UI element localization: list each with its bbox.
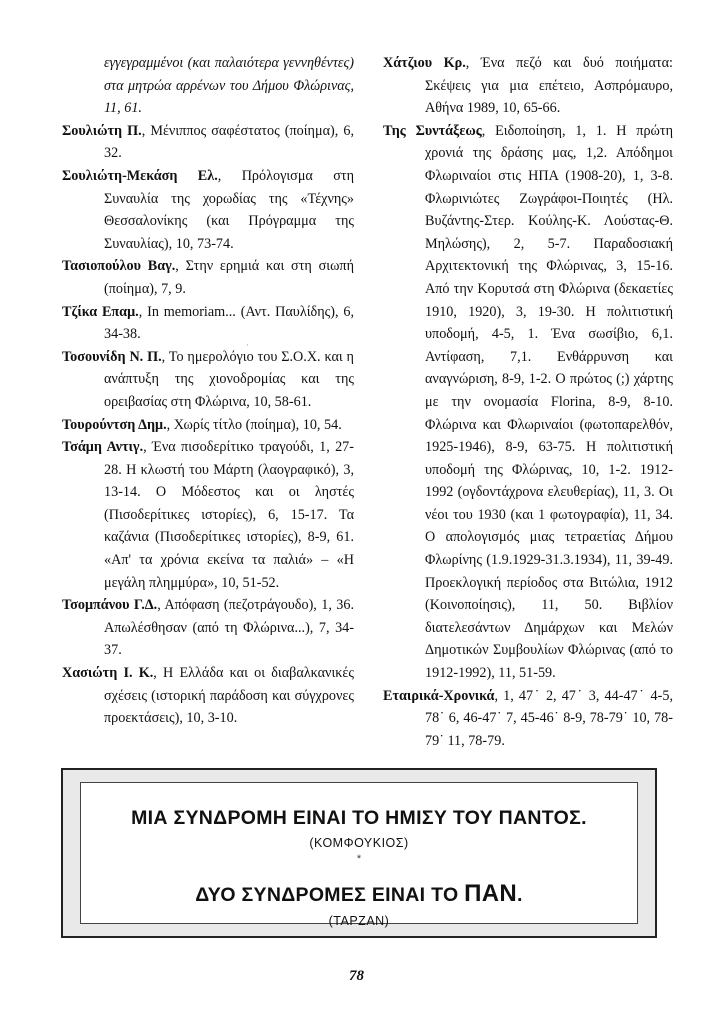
entry-author: Τουρούντση Δημ. (62, 416, 167, 433)
entry-author: Χάτζιου Κρ. (383, 55, 466, 71)
quote-box (61, 768, 657, 938)
entry-author: Εταιρικά-Χρονικά (383, 687, 495, 704)
quote-author-secondary: (ΤΑΡΖΑΝ) (328, 914, 390, 928)
index-entry-continuation (62, 52, 354, 120)
entry-text: , Ένα πισοδερίτικο τραγούδι, 1, 27-28. Η κλωστή του Μάρτη (λαογραφικό), 3, 13-14. Ο Μόδεστος και οι ληστές (Πισοδερίτικες ιστορίες), 6, 15-17. Τα καζάνια (Πισοδερίτικες ιστορίες), 8-9, 61. «Απ' τα χρόνια εκείνα τα παλιά» – «Η μεγάλη πλημμύρα», 10, 51-52. (104, 439, 354, 591)
entry-author: Χασιώτη Ι. Κ. (62, 665, 154, 682)
index-entry (62, 436, 354, 594)
index-entry (62, 414, 354, 437)
index-entry (62, 120, 354, 165)
entry-author: Τσομπάνου Γ.Δ. (62, 597, 158, 614)
quote-box-inner (80, 782, 638, 928)
index-entry (383, 685, 673, 753)
index-entry (62, 346, 354, 414)
entry-text: , Μένιππος σαφέστατος (ποίημα), 6, 32. (104, 122, 355, 162)
entry-text: εγγεγραμμένοι (και παλαιότερα γεννηθέντες) στα μητρώα αρρένων του Δήμου Φλώρινας, 11, 61. (104, 55, 354, 117)
stray-mark: · (246, 340, 249, 350)
entry-text: , Χωρίς τίτλο (ποίημα), 10, 54. (166, 416, 342, 433)
entry-author: Σουλιώτη-Μεκάση Ελ. (62, 167, 218, 184)
page-number: 78 (349, 968, 364, 984)
entry-text: , Πρόλογισμα στη Συναυλία της χορωδίας της «Τέχνης» Θεσσαλονίκης (και Πρόγραμμα της Συναυλίας), 10, 73-74. (104, 167, 354, 252)
quote-secondary-suffix: . (517, 884, 523, 906)
entry-text: , Ειδοποίηση, 1, 1. Η πρώτη χρονιά της δράσης μας, 1,2. Απόδημοι Φλωριναίοι στις ΗΠΑ (1908-20), 1, 3-8. Φλωρινιώτες Ζωγράφοι-Ποιητές (Ηλ. Βυζάντης-Στερ. Κούλης-Κ. Λούστας-Θ. Μηλώσης), 2, 5-7. Παραδοσιακή Αρχιτεκτονική της Φλώρινας, 3, 15-16. Από την Κορυτσά στη Φλώρινα (δεκαετίες 1910, 1920), 3, 19-30. Η πολιτιστική υποδομή, 4-5, 1. Ένα σωσίβιο, 6,1. Αντίφαση, 7,1. Ενθάρρυνση και αναγνώριση, 8-9, 1-2. Ο πρώτος (;) χάρτης με την ονομασία Florina, 8-9, 8-10. Φλώρινα και Φλωριναίοι (φωτοπαρελθόν, 1925-1946), 8-9, 63-75. Η πολιτιστική υποδομή της Φλώρινας, 10, 1-2. 1912-1992 (ογδοντάχρονα ελευθερίας), 11, 3. Οι νέοι του 1930 (και 1 φωτογραφία), 11, 34. Ο απολογισμός μιας τετραετίας Δήμου Φλωρίνης (1.9.1929-31.3.1934), 11, 39-49. Προεκλογική περίοδος στα Βιτώλια, 1912 (Κοινοποίησις), 11, 50. Βιβλίον διατελεσάντων Δημάρχων και Μελών Δημοτικών Συμβουλίων Φλώρινας (από το 1912-1992), 11, 51-59. (425, 122, 673, 682)
index-entry (383, 52, 673, 120)
quote-secondary (81, 880, 637, 908)
index-entry (383, 120, 673, 685)
quote-secondary-prefix: ΔΥΟ ΣΥΝΔΡΟΜΕΣ ΕΙΝΑΙ ΤΟ (195, 884, 465, 906)
entry-text: , Στην ερημιά και στη σιωπή (ποίημα), 7, 9. (104, 258, 354, 297)
entry-text: , In memoriam... (Αντ. Παυλίδης), 6, 34-38. (104, 303, 354, 343)
index-entry (62, 594, 354, 662)
entry-author: Τζίκα Επαμ. (62, 303, 139, 320)
quote-separator: * (356, 853, 362, 865)
entry-author: Τασιοπούλου Βαγ. (62, 258, 176, 275)
quote-secondary-emphasis: ΠΑΝ (464, 880, 518, 907)
entry-text: , Απόφαση (πεζοτράγουδο), 1, 36. Απωλέσθησαν (από τη Φλώρινα...), 7, 34-37. (104, 597, 354, 659)
index-entry (62, 662, 354, 730)
quote-author-primary: (ΚΟΜΦΟΥΚΙΟΣ) (309, 836, 409, 850)
entry-text: , Το ημερολόγιο του Σ.Ο.Χ. και η ανάπτυξη της χιονοδρομίας και της ορειβασίας στη Φλώρινα, 10, 58-61. (104, 348, 354, 410)
index-entry (62, 165, 354, 255)
index-column-right (383, 52, 673, 752)
entry-text: , Ένα πεζό και δυό ποιήματα: Σκέψεις για μια επέτειο, Ασπρόμαυρο, Αθήνα 1989, 10, 65-66. (425, 55, 673, 117)
index-entry (62, 301, 354, 346)
entry-author: Τοσουνίδη Ν. Π. (62, 348, 162, 365)
entry-author: Σουλιώτη Π. (62, 122, 142, 139)
index-column-left (62, 52, 354, 730)
entry-text: , Η Ελλάδα και οι διαβαλκανικές σχέσεις (ιστορική παράδοση και σύγχρονες προεκτάσεις), 10, 3-10. (104, 665, 354, 727)
quote-primary: ΜΙΑ ΣΥΝΔΡΟΜΗ ΕΙΝΑΙ ΤΟ ΗΜΙΣΥ ΤΟΥ ΠΑΝΤΟΣ. (131, 807, 587, 829)
index-entry (62, 255, 354, 300)
entry-author: Της Συντάξεως (383, 122, 482, 139)
entry-text: , 1, 47˙ 2, 47˙ 3, 44-47˙ 4-5, 78˙ 6, 46-47˙ 7, 45-46˙ 8-9, 78-79˙ 10, 78-79˙ 11, 78-79. (425, 687, 673, 749)
entry-author: Τσάμη Αντιγ. (62, 439, 144, 456)
